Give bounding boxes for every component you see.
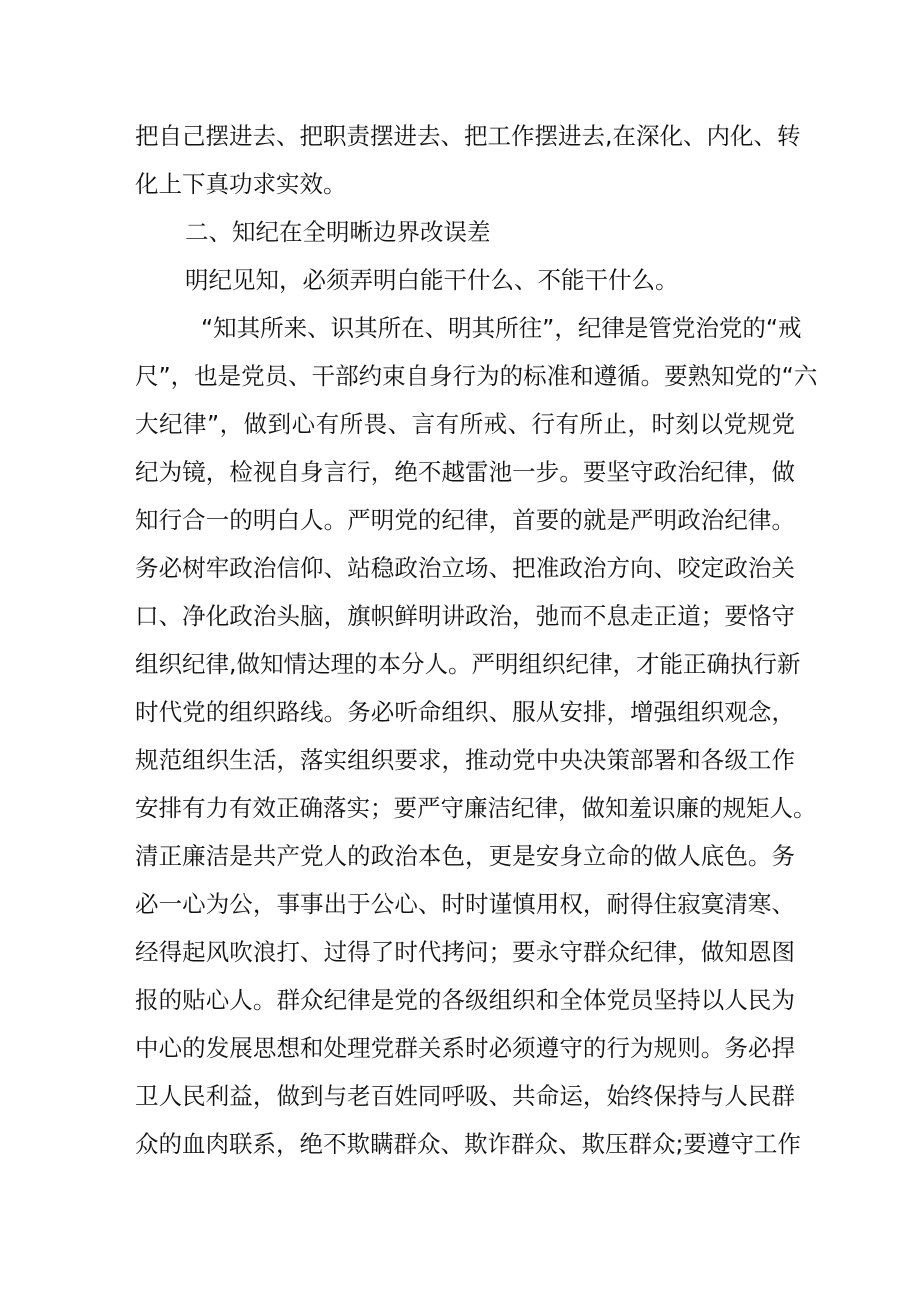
text-line: 安排有力有效正确落实；要严守廉洁纪律，做知羞识廉的规矩人。 (135, 794, 817, 822)
text-line: 尺”，也是党员、干部约束自身行为的标准和遵循。要熟知党的“六 (135, 362, 818, 390)
text-line: 必一心为公，事事出于公心、时时谨慎用权，耐得住寂寞清寒、 (135, 890, 795, 918)
text-line: 清正廉洁是共产党人的政治本色，更是安身立命的做人底色。务 (135, 842, 795, 870)
text-line: 规范组织生活，落实组织要求，推动党中央决策部署和各级工作 (135, 746, 795, 774)
text-line: 纪为镜，检视自身言行，绝不越雷池一步。要坚守政治纪律，做 (135, 458, 795, 486)
text-line: 卫人民利益，做到与老百姓同呼吸、共命运，始终保持与人民群 (135, 1082, 795, 1110)
text-line: 务必树牢政治信仰、站稳政治立场、把准政治方向、咬定政治关 (135, 554, 795, 582)
text-line: 组织纪律,做知情达理的本分人。严明组织纪律，才能正确执行新 (135, 650, 801, 678)
text-line: 时代党的组织路线。务必听命组织、服从安排，增强组织观念， (135, 698, 795, 726)
text-line: 知行合一的明白人。严明党的纪律，首要的就是严明政治纪律。 (135, 506, 795, 534)
text-line: 大纪律”，做到心有所畏、言有所戒、行有所止，时刻以党规党 (135, 410, 795, 438)
text-line: “知其所来、识其所在、明其所往”，纪律是管党治党的“戒 (201, 314, 802, 342)
section-heading: 二、知纪在全明晰边界改误差 (185, 218, 491, 246)
text-line: 中心的发展思想和处理党群关系时必须遵守的行为规则。务必捍 (135, 1034, 795, 1062)
text-line: 报的贴心人。群众纪律是党的各级组织和全体党员坚持以人民为 (135, 986, 795, 1014)
text-line: 化上下真功求实效。 (135, 170, 347, 198)
text-line: 口、净化政治头脑，旗帜鲜明讲政治，弛而不息走正道；要恪守 (135, 602, 795, 630)
text-line: 经得起风吹浪打、过得了时代拷问；要永守群众纪律，做知恩图 (135, 938, 795, 966)
text-line: 把自己摆进去、把职责摆进去、把工作摆进去,在深化、内化、转 (135, 122, 801, 150)
section-lead-sentence: 明纪见知，必须弄明白能干什么、不能干什么。 (185, 266, 679, 294)
text-line: 众的血肉联系，绝不欺瞒群众、欺诈群众、欺压群众;要遵守工作 (135, 1130, 801, 1158)
document-body (135, 112, 818, 1168)
